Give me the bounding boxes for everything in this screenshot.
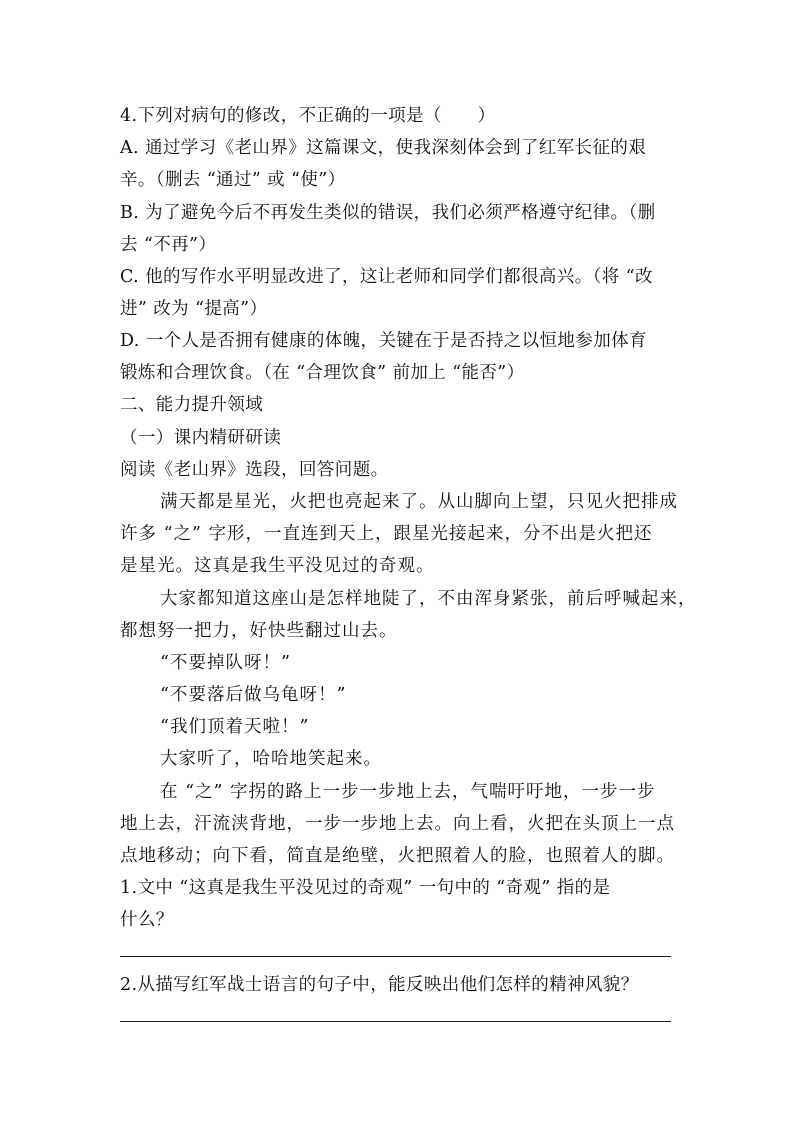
option-d-line1: D. 一个人是否拥有健康的体魄，关键在于是否持之以恒地参加体育 (120, 331, 647, 351)
passage-quote-2: “不要落后做乌龟呀！” (160, 685, 347, 705)
option-a-line1: A. 通过学习《老山界》这篇课文，使我深刻体会到了红军长征的艰 (120, 138, 647, 158)
passage-p1-line2: 许多 “之” 字形，一直连到天上，跟星光接起来，分不出是火把还 (120, 524, 653, 544)
passage-quote-1: “不要掉队呀！” (160, 653, 291, 673)
passage-p1-line1: 满天都是星光，火把也亮起来了。从山脚向上望，只见火把排成 (160, 492, 678, 512)
answer-line-2[interactable] (120, 1021, 671, 1022)
subsection-title: （一）课内精研研读 (120, 428, 282, 448)
question-1-line1: 1.文中 “这真是我生平没见过的奇观” 一句中的 “奇观” 指的是 (120, 878, 611, 898)
question-1-line2: 什么？ (120, 910, 174, 930)
section-title: 二、能力提升领域 (120, 395, 264, 415)
option-c-line2: 进” 改为 “提高”） (120, 299, 268, 319)
passage-p4-line3: 点地移动；向下看，简直是绝壁，火把照着人的脸，也照着人的脚。 (120, 846, 675, 866)
option-b-line1: B. 为了避免今后不再发生类似的错误，我们必须严格遵守纪律。（删 (120, 203, 656, 223)
passage-p4-line1: 在 “之” 字拐的路上一步一步地上去，气喘吁吁地，一步一步 (160, 782, 656, 802)
passage-p4-line2: 地上去，汗流浃背地，一步一步地上去。向上看，火把在头顶上一点 (120, 814, 675, 834)
passage-quote-3: “我们顶着天啦！” (160, 717, 310, 737)
passage-p2-line2: 都想努一把力，好快些翻过山去。 (120, 621, 398, 641)
passage-p1-line3: 是星光。这真是我生平没见过的奇观。 (120, 556, 435, 576)
question-2: 2.从描写红军战士语言的句子中，能反映出他们怎样的精神风貌？ (120, 975, 639, 995)
option-b-line2: 去 “不再”） (120, 235, 217, 255)
option-d-line2: 锻炼和合理饮食。（在 “合理饮食” 前加上 “能否”） (120, 363, 525, 383)
reading-instruction: 阅读《老山界》选段，回答问题。 (120, 460, 389, 480)
question-4-stem: 4.下列对病句的修改，不正确的一项是（ ） (120, 106, 496, 126)
passage-p2-line1: 大家都知道这座山是怎样地陡了，不由浑身紧张，前后呼喊起来， (160, 589, 697, 609)
option-a-line2: 辛。（删去 “通过” 或 “使”） (120, 170, 346, 190)
passage-p3: 大家听了，哈哈地笑起来。 (160, 749, 382, 769)
answer-line-1[interactable] (120, 956, 671, 957)
option-c-line1: C. 他的写作水平明显改进了，这让老师和同学们都很高兴。（将 “改 (120, 267, 653, 287)
